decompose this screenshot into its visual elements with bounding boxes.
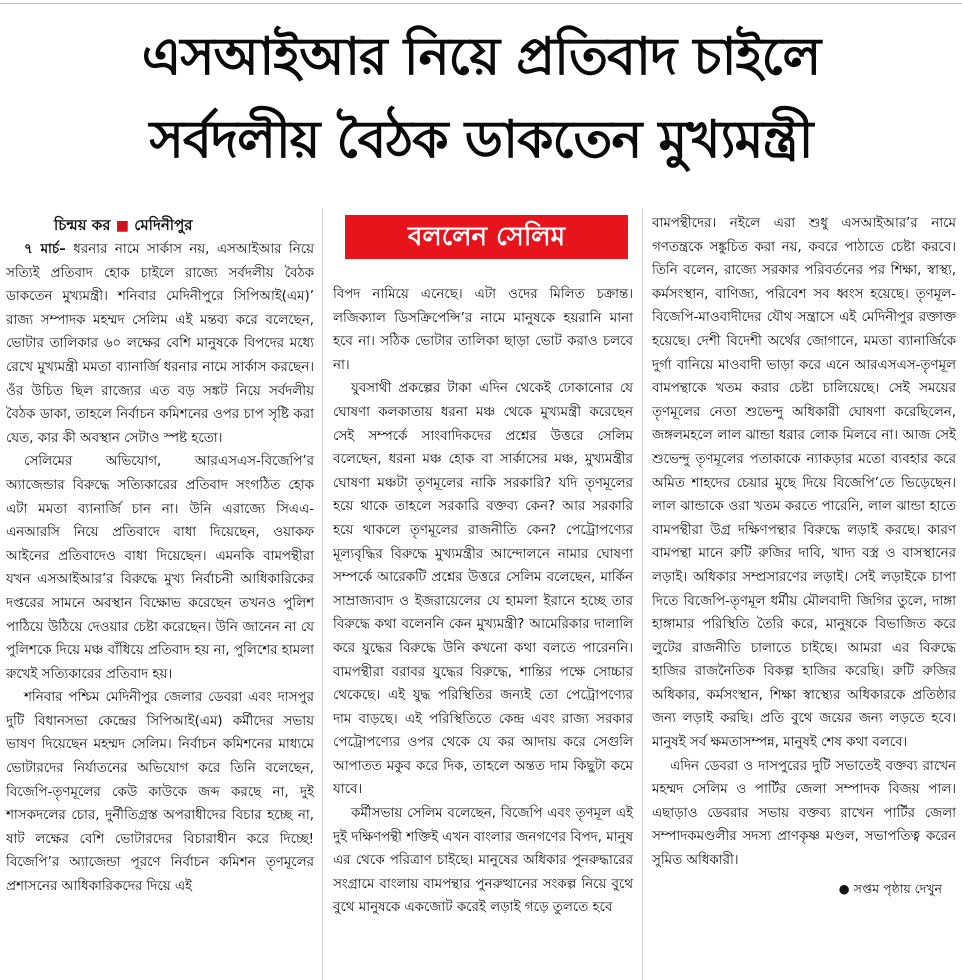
headline-line-2: সর্বদলীয় বৈঠক ডাকতেন মুখ্যমন্ত্রী <box>149 110 813 170</box>
article-column-1 <box>6 212 314 899</box>
subhead-banner: বললেন সেলিম <box>345 215 628 259</box>
paragraph: কর্মীসভায় সেলিম বলেছেন, বিজেপি এবং তৃণমূল এই দুই দক্ষিণপন্থী শক্তিই এখন বাংলার জনগণের বিপদ, মানুষ এর থেকে পরিত্রাণ চাইছে। মানুষের অধিকার পুনরুদ্ধারের সংগ্রামে বাংলায় বামপন্থার পুনরুত্থানের সংকল্প নিয়ে বুথে বুথে মানুষকে একজোট করেই লড়াই গড়ে তুলতে হবে <box>333 806 633 916</box>
paragraph-text: ধরনার নামে সার্কাস নয়, এসআইআর নিয়ে সত্যিই প্রতিবাদ হোক চাইলে রাজ্যে সর্বদলীয় বৈঠক ডাকতেন মুখ্যমন্ত্রী। শনিবার মেদিনীপুরে সিপিআই(এম)’ রাজ্য সম্পাদক মহম্মদ সেলিম এই মন্তব্য করে বলেছেন, ভোটার তালিকার ৬০ লক্ষের বেশি মানুষকে বিপদের মধ্যে রেখে মুখ্যমন্ত্রী মমতা ব্যানার্জি ধরনার নামে সার্কাস করছেন। ওঁর উচিত ছিল রাজ্যের এত বড় সঙ্কট নিয়ে সর্বদলীয় বৈঠক ডাকা, তাহলে নির্বাচন কমিশনের ওপর চাপ সৃষ্টি করা যেত, কার কী অবস্থান সেটাও স্পষ্ট হতো। <box>6 242 314 446</box>
paragraph: বিপদ নামিয়ে এনেছে। এটা ওদের মিলিত চক্রান্ত। লজিক্যাল ডিসক্রিপেন্সি’র নামে মানুষকে হয়রানি মানা হবে না। সঠিক ভোটার তালিকা ছাড়া ভোট করাও চলবে না। <box>333 287 633 373</box>
paragraph: এদিন ডেবরা ও দাসপুরের দুটি সভাতেই বক্তব্য রাখেন মহম্মদ সেলিম ও পার্টির জেলা সম্পাদক বিজয় পাল। এছাড়াও ডেবরার সভায় বক্তব্য রাখেন পার্টির জেলা সম্পাদকমণ্ডলীর সদস্য প্রাণকৃষ্ণ মণ্ডল, সভাপতিত্ব করেন সুমিত অধিকারী। <box>652 758 956 869</box>
square-bullet-icon: ■ <box>115 218 130 234</box>
article-column-3 <box>652 212 956 900</box>
continued-on-page-note: ● সপ্তম পৃষ্ঠায় দেখুন <box>838 880 942 896</box>
column-divider <box>322 208 323 980</box>
paragraph: সেলিমের অভিযোগ, আরএসএস-বিজেপি’র অ্যাজেন্ডার বিরুদ্ধে সত্যিকারের প্রতিবাদ সংগঠিত হোক এটা মমতা ব্যানার্জি চান না। উনি এরাজ্যে সিএএ-এনআরসি নিয়ে প্রতিবাদে বাধা দিয়েছেন, ওয়াকফ আইনের প্রতিবাদেও বাধা দিয়েছেন। এমনকি বামপন্থীরা যখন এসআইআর’র বিরুদ্ধে মুখ্য নির্বাচনী আধিকারিকের দপ্তরের সামনে অবস্থান বিক্ষোভ করেছেন তখনও পুলিশ পাঠিয়ে উঠিয়ে দেওয়ার চেষ্টা করেছেন। উনি জানেন না যে পুলিশকে দিয়ে মঞ্চ বাঁধিয়ে প্রতিবাদ হয় না, পুলিশের হামলা রুখেই সত্যিকারের প্রতিবাদ হয়। <box>6 454 314 682</box>
headline <box>0 16 962 182</box>
paragraph <box>6 238 314 450</box>
byline <box>6 212 314 239</box>
byline-place: মেদিনীপুর <box>134 216 193 234</box>
paragraph: বামপন্থীদের। নইলে এরা শুধু এসআইআর’র নামে গণতন্ত্রকে সঙ্কুচিত করা নয়, কবরে পাঠাতে চেষ্টা করবে। তিনি বলেন, রাজ্যে সরকার পরিবর্তনের পর শিক্ষা, স্বাস্থ্য, কর্মসংস্থান, বাণিজ্য, পরিবেশ সব ধ্বংস হয়েছে। তৃণমূল-বিজেপি-মাওবাদীদের যৌথ সন্ত্রাসে এই মেদিনীপুর রক্তাক্ত হয়েছে। দেশী বিদেশী অর্থের জোগানে, মমতা ব্যানার্জিকে দুর্গা বানিয়ে মাওবাদী ভাড়া করে এনে আরএসএস-তৃণমূল বামপন্থাকে খতম করার চেষ্টা চালিয়েছে। সেই সময়ের তৃণমূলের নেতা শুভেন্দু অধিকারী ঘোষণা করেছিলেন, জঙ্গলমহলে লাল ঝান্ডা ধরার লোক মিলবে না। আজ সেই শুভেন্দু তৃণমূলের পতাকাকে ন্যাকড়ার মতো ব্যবহার করে অমিত শাহদের চেয়ার মুছে দিয়ে বিজেপি’তে ভিড়েছেন। লাল ঝান্ডাকে ওরা খতম করতে পারেনি, লাল ঝান্ডা হাতে বামপন্থীরা উগ্র দক্ষিণপন্থার বিরুদ্ধে লড়াই করছে। কারণ বামপন্থা মানে রুটি রুজির দাবি, খাদ্য বস্ত্র ও বাসস্থানের লড়াই। অধিকার সম্প্রসারণের লড়াই। সেই লড়াইকে চাপা দিতে বিজেপি-তৃণমূল ধর্মীয় মৌলবাদী জিগির তুলে, দাঙ্গা হাঙ্গামার পরিস্থিতি তৈরি করে, মানুষকে বিভাজিত করে লুটের রাজনীতি চালাতে চাইছে। আমরা এর বিরুদ্ধে হাজির রাজনৈতিক বিকল্প হাজির করেছি। রুটি রুজির অধিকার, কর্মসংস্থান, শিক্ষা স্বাস্থ্যের অধিকারকে প্রতিষ্ঠার জন্য লড়াই করছি। প্রতি বুথে জয়ের জন্য লড়তে হবে। মানুষই সর্ব ক্ষমতাসম্পন্ন, মানুষই শেষ কথা বলবে। <box>652 216 956 751</box>
article-column-2 <box>333 283 633 920</box>
headline-line-1: এসআইআর নিয়ে প্রতিবাদ চাইলে <box>141 27 821 87</box>
column-divider <box>642 208 643 980</box>
dateline: ৭ মার্চ– <box>24 242 66 257</box>
top-rule <box>0 3 962 4</box>
byline-author: চিন্ময় কর <box>54 216 111 234</box>
paragraph: যুবসাথী প্রকল্পের টাকা এদিন থেকেই ঢোকানোর যে ঘোষণা কলকাতায় ধরনা মঞ্চ থেকে মুখ্যমন্ত্রী করেছেন সেই সম্পর্কে সাংবাদিকদের প্রশ্নের উত্তরে সেলিম বলেছেন, ধরনা মঞ্চ হোক বা সার্কাসের মঞ্চ, মুখ্যমন্ত্রীর ঘোষণা মঞ্চটা তৃণমূলের নাকি সরকারি? যদি তৃণমূলের হয়ে থাকে তাহলে সরকারি বক্তব্য কেন? আর সরকারি হয়ে থাকলে তৃণমূলের রাজনীতি কেন? পেট্রোপণ্যের মূল্যবৃদ্ধির বিরুদ্ধে মুখ্যমন্ত্রীর আন্দোলনে নামার ঘোষণা সম্পর্কে আরেকটি প্রশ্নের উত্তরে সেলিম বলেছেন, মার্কিন সাম্রাজ্যবাদ ও ইজরায়েলের যে হামলা ইরানে হচ্ছে তার বিরুদ্ধে কথা বলেননি কেন মুখ্যমন্ত্রী? আমেরিকার দালালি করে যুদ্ধের বিরুদ্ধে উনি কখনো কথা বলতে পারেননি। বামপন্থীরা বরাবর যুদ্ধের বিরুদ্ধে, শান্তির পক্ষে সোচ্চার থেকেছে। এই যুদ্ধ পরিস্থিতির জন্যই তো পেট্রোপণ্যের দাম বাড়ছে। এই পরিস্থিতিতে কেন্দ্র এবং রাজ্য সরকার পেট্রোপণ্যের ওপর থেকে যে কর আদায় করে সেগুলি আপাতত মকুব করে দিক, তাহলে অন্তত দাম কিছুটা কমে যাবে। <box>333 381 633 798</box>
paragraph: শনিবার পশ্চিম মেদিনীপুর জেলার ডেবরা এবং দাসপুর দুটি বিধানসভা কেন্দ্রের সিপিআই(এম) কর্মীদের সভায় ভাষণ দিয়েছেন মহম্মদ সেলিম। নির্বাচন কমিশনের মাধ্যমে ভোটারদের নির্যাতনের অভিযোগ করে তিনি বলেছেন, বিজেপি-তৃণমূলের কেউ কাউকে জব্দ করছে না, দুই শাসকদলের চোর, দুর্নীতিগ্রস্ত অপরাধীদের বিচার হচ্ছে না, ষাট লক্ষের বেশি ভোটারদের বিচারাধীন করে দিচ্ছে! বিজেপি’র অ্যাজেন্ডা পূরণে নির্বাচন কমিশন তৃণমূলের প্রশাসনের আধিকারিকদের দিয়ে এই <box>6 690 314 895</box>
